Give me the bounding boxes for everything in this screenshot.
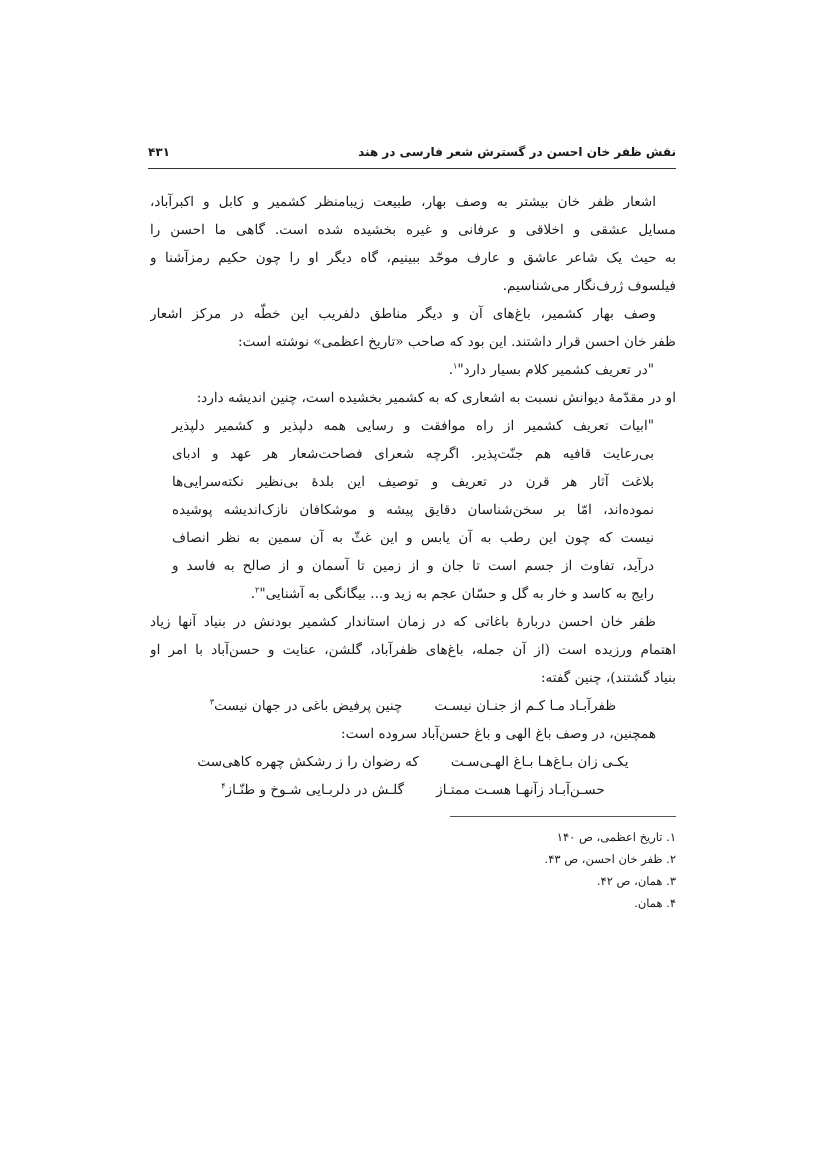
quote-line bbox=[150, 580, 676, 608]
paragraph-line: به حیث یک شاعر عاشق و عارف موحّد ببینیم، گاه دیگر او را چون حکیم رمزآشنا و bbox=[150, 250, 676, 266]
paragraph-line: فیلسوف ژرف‌نگار می‌شناسیم. bbox=[502, 278, 676, 294]
period: . bbox=[250, 586, 256, 602]
quote-line: نموده‌اند، امّا بر سخن‌شناسان دقایق پیشه و موشکافان نازک‌اندیشه پوشیده bbox=[172, 502, 654, 518]
verse-hemistich-second: که رضوان را ز رشکش چهره کاهی‌ست bbox=[197, 754, 419, 770]
quote-line: بلاغت آثار هر قرن در تعریف و توصیف این بلدهٔ بی‌نظیر نکته‌سرایی‌ها bbox=[172, 474, 654, 490]
running-header bbox=[148, 140, 676, 164]
quote-text: "در تعریف کشمیر کلام بسیار دارد" bbox=[457, 362, 654, 378]
footnote-ref: ۱ bbox=[453, 361, 458, 371]
footnote: ۴. همان. bbox=[634, 896, 676, 910]
paragraph-line: اشعار ظفر خان بیشتر به وصف بهار، طبیعت زیبامنظر کشمیر و کابل و اکبرآباد، bbox=[150, 194, 656, 210]
footnote: ۳. همان، ص ۴۲. bbox=[596, 874, 676, 888]
paragraph-line: مسایل عشقی و اخلاقی و عرفانی و غیره بخشیده شده است. گاهی ما احسن را bbox=[150, 222, 676, 238]
footnote-ref: ۲ bbox=[255, 585, 260, 595]
quote-line: "ابیات تعریف کشمیر از راه موافقت و رسایی همه دلپذیر و کشمیر دلپذیر bbox=[172, 418, 654, 434]
verse-hemistich-second bbox=[221, 776, 404, 804]
page-number: ۴۳۱ bbox=[148, 145, 170, 159]
verse-line bbox=[150, 692, 676, 720]
footnote-ref: ۴ bbox=[221, 781, 226, 791]
quote-line: نیست که چون این رطب به آن یابس و این غثّ به آن سمین به نظر انصاف bbox=[172, 530, 654, 546]
footnote-rule bbox=[450, 816, 676, 817]
paragraph-line: همچنین، در وصف باغ الهی و باغ حسن‌آباد سروده است: bbox=[341, 726, 656, 742]
verse-line bbox=[150, 748, 676, 776]
paragraph-line: ظفر خان احسن قرار داشتند. این بود که صاحب «تاریخ اعظمی» نوشته است: bbox=[237, 334, 676, 350]
quote-line bbox=[150, 356, 676, 384]
footnotes bbox=[150, 826, 676, 914]
paragraph-line: ظفر خان احسن دربارهٔ باغاتی که در زمان استاندار کشمیر بودنش در بنیاد آنها زیاد bbox=[150, 614, 656, 630]
paragraph-line: اهتمام ورزیده است (از آن جمله، باغ‌های ظفرآباد، گلشن، عنایت و حسن‌آباد با امر او bbox=[150, 642, 676, 658]
paragraph-line: وصف بهار کشمیر، باغ‌های آن و دیگر مناطق دلفریب این خطّه در مرکز اشعار bbox=[150, 306, 656, 322]
quote-line: درآید، تفاوت از جسم است تا جان و از زمین تا آسمان و از صالح به فاسد و bbox=[172, 558, 654, 574]
period: . bbox=[448, 362, 454, 378]
running-title: نقش ظفر خان احسن در گسترش شعر فارسی در هند bbox=[358, 145, 676, 159]
paragraph-line: او در مقدّمهٔ دیوانش نسبت به اشعاری که به کشمیر بخشیده است، چنین اندیشه دارد: bbox=[196, 390, 676, 406]
quote-text: رایج به کاسد و خار به گل و حسّان عجم به زید و... بیگانگی به آشنایی" bbox=[259, 586, 654, 602]
verse-hemistich-first: حسـن‌آبـاد زآنهـا هسـت ممتـاز bbox=[436, 782, 605, 798]
paragraph-line: بنیاد گشتند)، چنین گفته: bbox=[540, 670, 676, 686]
verse-line bbox=[150, 776, 676, 804]
footnote-ref: ۳ bbox=[209, 697, 215, 707]
verse-hemistich-second bbox=[210, 692, 403, 720]
verse-hemistich-first: یکـی زان بـاغ‌هـا بـاغ الهـی‌سـت bbox=[450, 754, 629, 770]
verse-text: چنین پرفیض باغی در جهان نیست bbox=[214, 698, 403, 714]
footnote: ۱. تاریخ اعظمی، ص ۱۴۰ bbox=[556, 830, 676, 844]
header-rule bbox=[148, 168, 676, 169]
quote-line: بی‌رعایت قافیه هم جنّت‌پذیر. اگرچه شعرای فصاحت‌شعار هر عهد و ادبای bbox=[172, 446, 654, 462]
footnote: ۲. ظفر خان احسن، ص ۴۳. bbox=[544, 852, 676, 866]
body-text bbox=[150, 188, 676, 804]
verse-hemistich-first: ظفرآبـاد مـا کـم از جنـان نیسـت bbox=[434, 698, 617, 714]
verse-text: گلـش در دلربـایی شـوخ و طنّـاز bbox=[225, 782, 405, 798]
